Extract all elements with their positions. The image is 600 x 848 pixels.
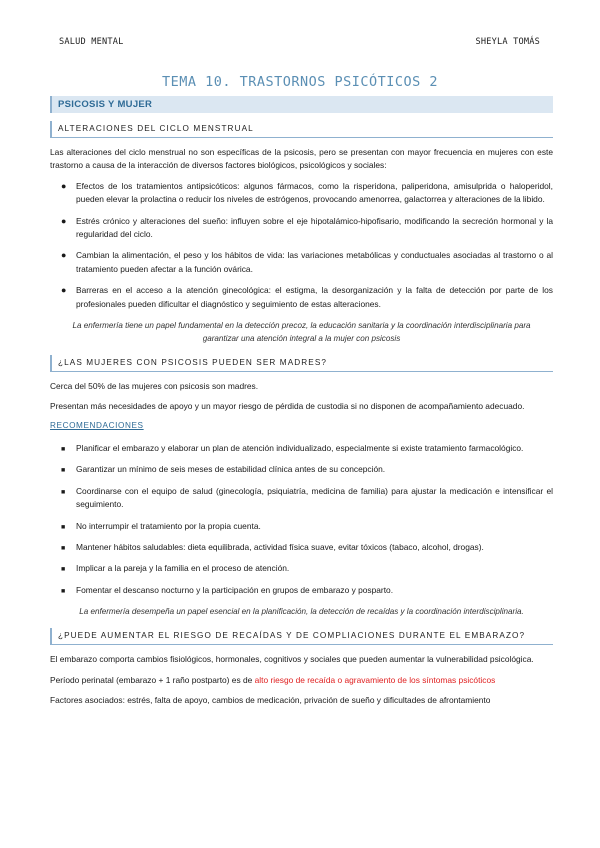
square-bullet-icon: ■ xyxy=(61,467,66,475)
note-enfermeria-menstrual: La enfermería tiene un papel fundamental en la detección precoz, la educación sanitaria y la coordinación interdisciplinaria para garantizar una atención integral a la mujer con psicosis xyxy=(72,321,531,344)
paragraph-recaidas-3: Factores asociados: estrés, falta de apoyo, cambios de medicación, privación de sueño y dificultades de afrontamiento xyxy=(50,694,491,705)
list-item: ■ Coordinarse con el equipo de salud (ginecología, psiquiatría, medicina de familia) para ajustar la medicación e intensificar el seguimiento. xyxy=(61,485,553,510)
bullet-list-recomendaciones xyxy=(50,442,553,597)
paragraph-recaidas-2: Período perinatal (embarazo + 1 raño postparto) es de alto riesgo de recaída o agravamiento de los síntomas psicóticos xyxy=(50,674,496,685)
running-header-subject: SALUD MENTAL xyxy=(59,37,124,47)
paragraph-recaidas-1: El embarazo comporta cambios fisiológicos, hormonales, cognitivos y sociales que pueden aumentar la vulnerabilidad psicológica. xyxy=(50,654,534,665)
list-item: ● Estrés crónico y alteraciones del sueño: influyen sobre el eje hipotalámico-hipofisario, modificando la secreción hormonal y la regularidad del ciclo. xyxy=(61,215,553,240)
square-bullet-icon: ■ xyxy=(61,587,66,595)
paragraph-madres-2: Presentan más necesidades de apoyo y un mayor riesgo de pérdida de custodia si no disponen de acompañamiento adecuado. xyxy=(50,401,525,412)
list-item: ● Efectos de los tratamientos antipsicóticos: algunos fármacos, como la risperidona, paliperidona, amisulprida o haloperidol, pueden elevar la prolactina o reducir los niveles de estrógenos, provocando amenorrea, galactorrea y alteraciones de la libido. xyxy=(61,180,553,205)
list-item: ■ Mantener hábitos saludables: dieta equilibrada, actividad física suave, evitar tóxicos (tabaco, alcohol, drogas). xyxy=(50,541,553,554)
bullet-dot-icon: ● xyxy=(61,285,67,296)
list-item: ■ Planificar el embarazo y elaborar un plan de atención individualizado, especialmente si existe tratamiento farmacológico. xyxy=(50,442,553,455)
subheading-madres: ¿LAS MUJERES CON PSICOSIS PUEDEN SER MADRES? xyxy=(50,355,553,372)
highlight-alto-riesgo: alto riesgo de recaída o agravamiento de los síntomas psicóticos xyxy=(254,674,496,685)
running-header-author: SHEYLA TOMÁS xyxy=(475,37,540,47)
square-bullet-icon: ■ xyxy=(61,488,66,496)
page-title: TEMA 10. TRASTORNOS PSICÓTICOS 2 xyxy=(161,74,439,90)
list-item: ■ Fomentar el descanso nocturno y la participación en grupos de embarazo y posparto. xyxy=(50,584,553,597)
bullet-list-menstrual xyxy=(50,180,553,311)
square-bullet-icon: ■ xyxy=(61,566,66,574)
subheading-ciclo-menstrual: ALTERACIONES DEL CICLO MENSTRUAL xyxy=(50,121,553,138)
note-enfermeria-madres: La enfermería desempeña un papel esencial en la planificación, la detección de recaídas y la coordinación interdisciplinaria. xyxy=(79,607,524,617)
subheading-recaidas: ¿PUEDE AUMENTAR EL RIESGO DE RECAÍDAS Y DE COMPLIACIONES DURANTE EL EMBARAZO? xyxy=(50,628,553,645)
square-bullet-icon: ■ xyxy=(61,523,66,531)
main-content xyxy=(50,96,553,714)
list-item: ■ No interrumpir el tratamiento por la propia cuenta. xyxy=(50,520,553,533)
list-item: ● Cambian la alimentación, el peso y los hábitos de vida: las variaciones metabólicas y conductuales asociadas al trastorno o al tratamiento pueden afectar a la función ovárica. xyxy=(61,250,553,274)
bullet-dot-icon: ● xyxy=(61,180,67,191)
bullet-dot-icon: ● xyxy=(61,215,67,226)
section-band-psicosis-mujer: PSICOSIS Y MUJER xyxy=(50,96,553,113)
bullet-dot-icon: ● xyxy=(61,250,67,261)
recomendaciones-label: RECOMENDACIONES xyxy=(50,420,144,430)
square-bullet-icon: ■ xyxy=(61,544,66,552)
list-item: ■ Garantizar un mínimo de seis meses de estabilidad clínica antes de su concepción. xyxy=(50,463,553,476)
square-bullet-icon: ■ xyxy=(61,445,66,453)
list-item: ● Barreras en el acceso a la atención ginecológica: el estigma, la desorganización y la falta de detección por parte de los profesionales pueden dificultar el diagnóstico y seguimiento de estas alteraciones. xyxy=(61,285,553,309)
paragraph-menstrual-intro: Las alteraciones del ciclo menstrual no son específicas de la psicosis, pero se presentan con mayor frecuencia en mujeres con este trastorno a causa de la interacción de diversos factores biológicos, psicológicos y sociales: xyxy=(50,147,553,171)
paragraph-madres-1: Cerca del 50% de las mujeres con psicosis son madres. xyxy=(50,381,259,392)
list-item: ■ Implicar a la pareja y la familia en el proceso de atención. xyxy=(50,562,553,575)
